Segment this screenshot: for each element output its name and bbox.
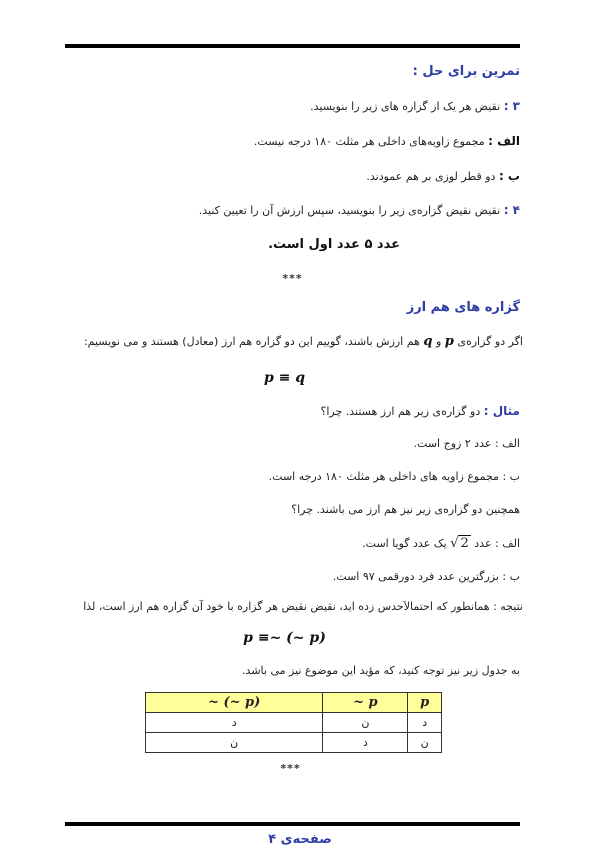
example xyxy=(320,404,520,418)
equivalence-intro xyxy=(84,334,523,349)
header-cell: p xyxy=(408,693,442,713)
item-text: دو قطر لوزی بر هم عمودند. xyxy=(366,170,496,183)
table-cell: د xyxy=(323,733,408,753)
header-cell: ~ p xyxy=(323,693,408,713)
example-item-2: ب : مجموع زاویه های داخلی هر مثلث ۱۸۰ درجه است. xyxy=(268,470,520,483)
item-a xyxy=(254,134,520,148)
header-cell: ~ (~ p) xyxy=(146,693,323,713)
separator-stars: *** xyxy=(282,272,303,285)
double-negation-formula: p ≡~ (~ p) xyxy=(243,630,326,646)
table-cell: د xyxy=(146,713,323,733)
question-number: ۴ : xyxy=(503,203,520,217)
intro-text-start: اگر دو گزاره‌ی xyxy=(457,335,523,348)
page-content xyxy=(65,0,523,860)
example-label: مثال : xyxy=(483,404,520,418)
table-cell: ن xyxy=(408,733,442,753)
equivalence-heading: گزاره های هم ارز xyxy=(406,300,520,315)
table-cell: د xyxy=(408,713,442,733)
item-text-end: یک عدد گویا است. xyxy=(362,537,447,550)
truth-table xyxy=(145,692,442,753)
question-4 xyxy=(199,203,520,217)
symbol-p: p xyxy=(444,334,454,349)
intro-text-end: هم ارزش باشند، گوییم این دو گزاره هم ارز (معادل) هستند و می نویسیم: xyxy=(83,335,420,348)
item-label: ب : xyxy=(498,169,520,183)
question-text: نقیض هر یک از گزاره های زیر را بنویسید. xyxy=(310,100,501,113)
conjunction: و xyxy=(435,335,442,348)
page-number: صفحه‌ی ۴ xyxy=(268,832,332,847)
sqrt-expression: √ 2 xyxy=(450,536,469,551)
symbol-q: q xyxy=(423,334,433,349)
question-number: ۳ : xyxy=(503,99,520,113)
table-header-row xyxy=(146,693,442,713)
also-statement: همچنین دو گزاره‌ی زیر نیز هم ارز می باشند. چرا؟ xyxy=(291,503,520,516)
table-cell: ن xyxy=(146,733,323,753)
exercise-heading: تمرین برای حل : xyxy=(412,64,520,79)
example-item-1: الف : عدد ۲ زوج است. xyxy=(413,437,520,450)
table-intro: به جدول زیر نیز توجه کنید، که مؤید این موضوع نیز می باشد. xyxy=(242,664,520,677)
separator-stars: *** xyxy=(280,762,301,775)
table-row xyxy=(146,733,442,753)
item-text: مجموع زاویه‌های داخلی هر مثلث ۱۸۰ درجه نیست. xyxy=(253,135,485,148)
example-item-4: ب : بزرگترین عدد فرد دورقمی ۹۷ است. xyxy=(332,570,520,583)
question-text: نقیض نقیض گزاره‌ی زیر را بنویسید، سپس ارزش آن را تعیین کنید. xyxy=(198,204,501,217)
q4-statement: عدد ۵ عدد اول است. xyxy=(268,237,400,252)
item-b xyxy=(366,169,520,183)
radicand: 2 xyxy=(460,536,469,551)
item-text-start: الف : عدد xyxy=(474,537,520,550)
table-cell: ن xyxy=(323,713,408,733)
table-row xyxy=(146,713,442,733)
example-text: دو گزاره‌ی زیر هم ارز هستند. چرا؟ xyxy=(320,405,481,418)
example-item-3 xyxy=(362,536,520,551)
item-label: الف : xyxy=(488,134,520,148)
conclusion: نتیجه : همانطور که احتمالاَحدس زده اید، نقیض نقیض هر گزاره با خود آن گزاره هم ارز است، لذا xyxy=(83,600,523,613)
question-3 xyxy=(310,99,520,113)
equivalence-formula: p ≡ q xyxy=(263,370,306,386)
bottom-rule xyxy=(65,822,520,826)
